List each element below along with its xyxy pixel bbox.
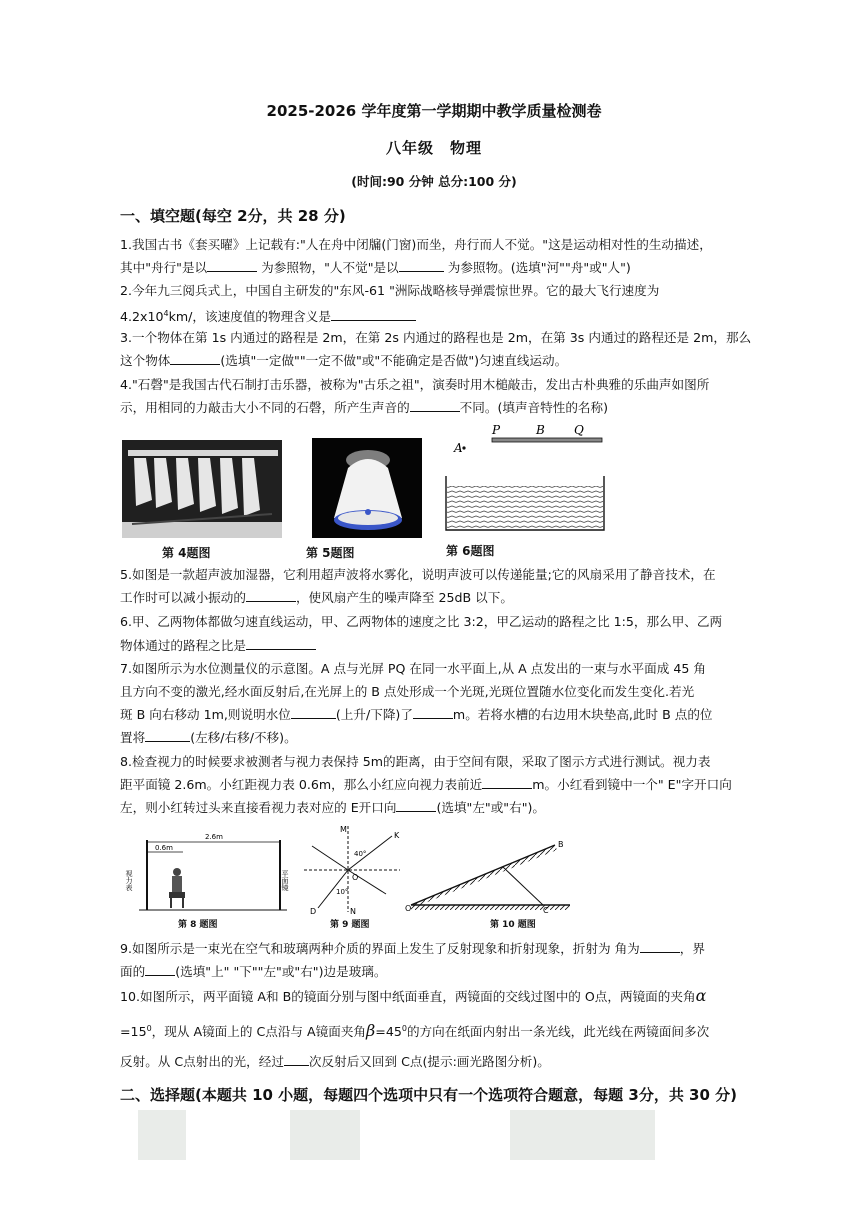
- figure-6-water-level-diagram: [440, 420, 610, 535]
- exam-title: 2025-2026 学年度第一学期期中教学质量检测卷: [266, 102, 602, 120]
- q10-line1: 10.如图所示，两平面镜 A和 B的镜面分别与图中纸面垂直，两镜面的交线过图中的 O点，两镜面的夹角α: [120, 986, 707, 1005]
- q7-line2: 且方向不变的激光,经水面反射后,在光屏上的 B 点处形成一个光斑,光斑位置随水位变化而发生变化.若光: [120, 684, 695, 699]
- figure-8-eye-test-diagram: [125, 830, 300, 915]
- figure-6-caption: 第 6题图: [446, 544, 495, 558]
- q3-line2: 这个物体 (选填"一定做""一定不做"或"不能确定是否做")匀速直线运动。: [120, 353, 568, 368]
- figure-10-caption: 第 10 题图: [490, 920, 536, 930]
- q10-line2: $=15^0$，现从 A镜面上的 C点沿与 A镜面夹角$\beta=45^0$的方向在纸面内射出一条光线，此光线在两镜面间多次: [120, 1021, 710, 1041]
- fig9-label-o: O: [352, 873, 359, 882]
- fig6-label-b: B: [536, 423, 545, 437]
- q9-line2: 面的 (选填"上" "下""左"或"右")边是玻璃。: [120, 964, 387, 979]
- q5-line2: 工作时可以减小振动的 ，使风扇产生的噪声降至 25dB 以下。: [120, 590, 513, 605]
- answer-blank[interactable]: [145, 729, 190, 742]
- blurred-option-block: [138, 1110, 186, 1160]
- answer-blank[interactable]: [291, 706, 336, 719]
- q4-line2: 示，用相同的力敲击大小不同的石磬，所产生声音的 不同。(填声音特性的名称): [120, 400, 609, 415]
- figure-4-stone-chimes-image: [122, 440, 282, 538]
- fig8-dist-short: 0.6m: [155, 844, 173, 852]
- q9-line1: 9.如图所示是一束光在空气和玻璃两种介质的界面上发生了反射现象和折射现象，折射为 角为 ，界: [120, 941, 705, 956]
- q5-line1: 5.如图是一款超声波加湿器，它利用超声波将水雾化，说明声波可以传递能量;它的风扇采用了静音技术，在: [120, 567, 716, 582]
- figure-5-humidifier-image: [312, 438, 422, 538]
- fig9-angle-2: 10°: [336, 888, 349, 896]
- q7-line3: 斑 B 向右移动 1m,则说明水位 (上升/下降)了 m。若将水槽的右边用木块垫高,此时 B 点的位: [120, 707, 713, 722]
- fig10-label-c: C: [543, 906, 549, 913]
- answer-blank[interactable]: [396, 799, 436, 812]
- q2-line1: 2.今年九三阅兵式上，中国自主研发的"东风-61 "洲际战略核导弹震惊世界。它的最大飞行速度为: [120, 283, 660, 298]
- time-score: (时间:90 分钟 总分:100 分): [351, 174, 517, 189]
- q6-line1: 6.甲、乙两物体都做匀速直线运动，甲、乙两物体的速度之比 3:2，甲乙运动的路程之比 1:5，那么甲、乙两: [120, 614, 723, 629]
- q4-line1: 4."石磬"是我国古代石制打击乐器，被称为"古乐之祖"，演奏时用木槌敲击，发出古朴典雅的乐曲声如图所: [120, 377, 710, 392]
- fig8-right-label: 平面镜: [281, 870, 289, 891]
- answer-blank[interactable]: [145, 963, 175, 976]
- fig9-label-n: N: [350, 907, 356, 916]
- answer-blank[interactable]: [246, 589, 296, 602]
- section1-heading: 一、填空题(每空 2分，共 28 分): [120, 207, 346, 225]
- fig8-dist-total: 2.6m: [205, 833, 223, 841]
- q1-line1: 1.我国古书《套买曜》上记载有:"人在舟中闭牖(门窗)而坐，舟行而人不觉。"这是运动相对性的生动描述，: [120, 237, 712, 252]
- fig9-angle-1: 40°: [354, 850, 367, 858]
- figure-9-refraction-diagram: [300, 822, 405, 917]
- q2-line2: $4.2x10^4km/$，该速度值的物理含义是: [120, 305, 416, 326]
- fig6-label-a: A: [454, 441, 463, 455]
- figure-10-mirrors-diagram: [405, 835, 575, 913]
- fig10-label-o: O: [405, 904, 412, 913]
- q1-line2: 其中"舟行"是以 为参照物，"人不觉"是以 为参照物。(选填"河""舟"或"人"): [120, 260, 631, 275]
- answer-blank[interactable]: [399, 259, 444, 272]
- q10-line3: 反射。从 C点射出的光，经过 次反射后又回到 C点(提示:画光路图分析)。: [120, 1054, 550, 1069]
- fig9-label-k: K: [394, 831, 400, 840]
- q8-line3: 左，则小红转过头来直接看视力表对应的 E开口向 (选填"左"或"右")。: [120, 800, 545, 815]
- figure-4-caption: 第 4题图: [162, 546, 211, 560]
- answer-blank[interactable]: [410, 399, 460, 412]
- fig8-left-label: 视力表: [125, 870, 133, 891]
- answer-blank[interactable]: [207, 259, 257, 272]
- answer-blank[interactable]: [331, 308, 416, 321]
- fig9-label-d: D: [310, 907, 317, 916]
- answer-blank[interactable]: [413, 706, 453, 719]
- fig6-label-q: Q: [574, 423, 584, 437]
- blurred-option-block: [290, 1110, 360, 1160]
- q8-line2: 距平面镜 2.6m。小红距视力表 0.6m，那么小红应向视力表前近 m。小红看到镜中一个" E"字开口向: [120, 777, 732, 792]
- q8-line1: 8.检查视力的时候要求被测者与视力表保持 5m的距离，由于空间有限，采取了图示方式进行测试。视力表: [120, 754, 711, 769]
- figure-8-caption: 第 8 题图: [178, 920, 218, 930]
- answer-blank[interactable]: [246, 637, 316, 650]
- answer-blank[interactable]: [284, 1053, 309, 1066]
- answer-blank[interactable]: [482, 776, 532, 789]
- figure-5-caption: 第 5题图: [306, 546, 355, 560]
- fig6-label-p: P: [492, 423, 501, 437]
- blurred-option-block: [510, 1110, 655, 1160]
- fig10-label-b: B: [558, 840, 564, 849]
- answer-blank[interactable]: [640, 940, 680, 953]
- section2-heading: 二、选择题(本题共 10 小题，每题四个选项中只有一个选项符合题意，每题 3分，共 30 分): [120, 1086, 738, 1104]
- q3-line1: 3.一个物体在第 1s 内通过的路程是 2m，在第 2s 内通过的路程也是 2m，在第 3s 内通过的路程还是 2m，那么: [120, 330, 752, 345]
- fig9-label-m: M: [340, 825, 347, 834]
- q6-line2: 物体通过的路程之比是: [120, 637, 316, 655]
- q7-line4: 置将 (左移/右移/不移)。: [120, 730, 297, 745]
- grade-subject: 八年级 物理: [385, 139, 482, 157]
- answer-blank[interactable]: [170, 352, 220, 365]
- figure-9-caption: 第 9 题图: [330, 920, 370, 930]
- q7-line1: 7.如图所示为水位测量仪的示意图。A 点与光屏 PQ 在同一水平面上,从 A 点发出的一束与水平面成 45 角: [120, 661, 706, 676]
